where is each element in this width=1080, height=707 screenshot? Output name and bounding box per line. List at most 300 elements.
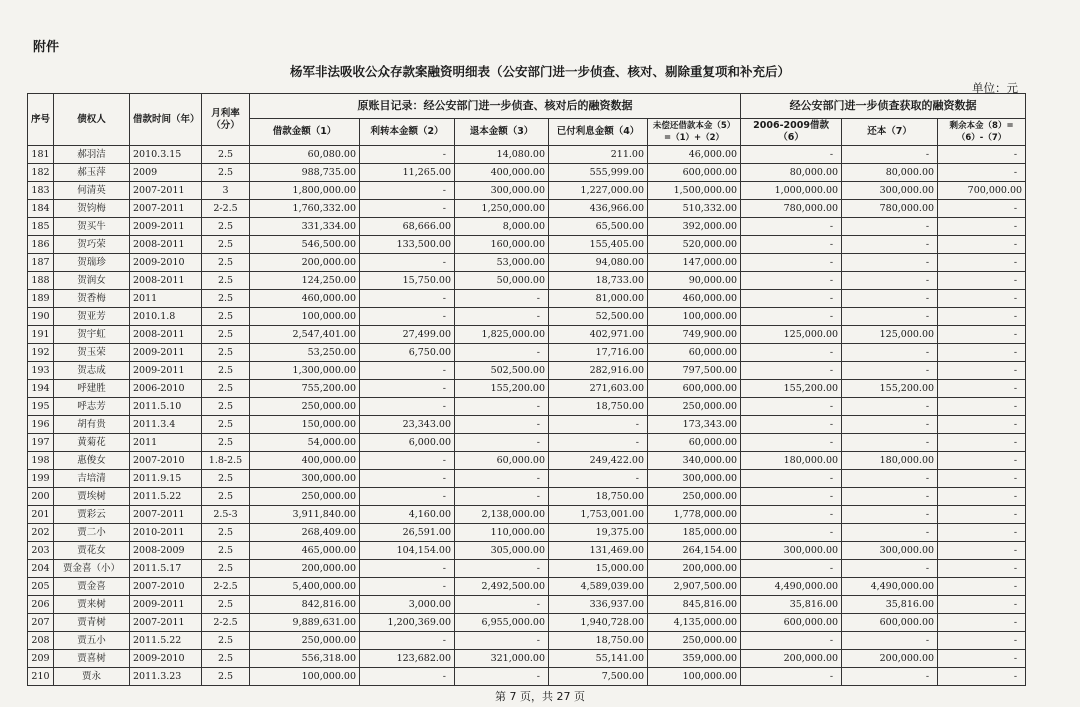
cell-unpaid-principal: 600,000.00 <box>648 164 741 182</box>
cell-loan-time: 2011 <box>130 290 202 308</box>
cell-creditor: 郝玉萍 <box>54 164 130 182</box>
cell-loan-time: 2010.1.8 <box>130 308 202 326</box>
cell-refunded-principal: 8,000.00 <box>455 218 549 236</box>
cell-seq: 185 <box>28 218 54 236</box>
cell-paid-interest: 1,227,000.00 <box>549 182 648 200</box>
cell-creditor: 贺亚芳 <box>54 308 130 326</box>
cell-unpaid-principal: 340,000.00 <box>648 452 741 470</box>
cell-paid-interest: 249,422.00 <box>549 452 648 470</box>
cell-refunded-principal: 110,000.00 <box>455 524 549 542</box>
cell-loan-amount: 546,500.00 <box>250 236 360 254</box>
cell-remaining: - <box>938 614 1026 632</box>
cell-remaining: - <box>938 524 1026 542</box>
cell-repaid: 600,000.00 <box>842 614 938 632</box>
cell-repaid: 180,000.00 <box>842 452 938 470</box>
cell-loan-amount: 1,300,000.00 <box>250 362 360 380</box>
cell-paid-interest: 52,500.00 <box>549 308 648 326</box>
cell-refunded-principal: - <box>455 416 549 434</box>
cell-repaid: - <box>842 398 938 416</box>
table-row <box>28 344 1026 362</box>
cell-unpaid-principal: 173,343.00 <box>648 416 741 434</box>
cell-repaid: 4,490,000.00 <box>842 578 938 596</box>
cell-loan-amount: 54,000.00 <box>250 434 360 452</box>
cell-unpaid-principal: 185,000.00 <box>648 524 741 542</box>
table-row <box>28 596 1026 614</box>
cell-loan-amount: 53,250.00 <box>250 344 360 362</box>
cell-loan-2006-2009: - <box>741 524 842 542</box>
cell-unpaid-principal: 250,000.00 <box>648 398 741 416</box>
cell-monthly-rate: 2-2.5 <box>202 614 250 632</box>
cell-seq: 191 <box>28 326 54 344</box>
header-refunded-principal: 退本金额（3） <box>455 119 549 146</box>
cell-creditor: 呼志芳 <box>54 398 130 416</box>
cell-seq: 209 <box>28 650 54 668</box>
cell-remaining: - <box>938 650 1026 668</box>
cell-seq: 188 <box>28 272 54 290</box>
cell-unpaid-principal: 2,907,500.00 <box>648 578 741 596</box>
cell-loan-amount: 100,000.00 <box>250 668 360 686</box>
cell-repaid: 80,000.00 <box>842 164 938 182</box>
cell-seq: 208 <box>28 632 54 650</box>
cell-paid-interest: 15,000.00 <box>549 560 648 578</box>
cell-seq: 181 <box>28 146 54 164</box>
cell-loan-amount: 3,911,840.00 <box>250 506 360 524</box>
cell-loan-amount: 200,000.00 <box>250 560 360 578</box>
unit-label: 单位：元 <box>972 81 1018 95</box>
cell-creditor: 郝羽洁 <box>54 146 130 164</box>
cell-interest-to-principal: - <box>360 488 455 506</box>
header-unpaid-principal: 未偿还借款本金（5）=（1）+（2） <box>648 119 741 146</box>
cell-monthly-rate: 2.5 <box>202 218 250 236</box>
cell-loan-2006-2009: - <box>741 344 842 362</box>
cell-refunded-principal: - <box>455 632 549 650</box>
cell-unpaid-principal: 200,000.00 <box>648 560 741 578</box>
cell-paid-interest: 436,966.00 <box>549 200 648 218</box>
cell-paid-interest: 7,500.00 <box>549 668 648 686</box>
cell-loan-amount: 460,000.00 <box>250 290 360 308</box>
cell-loan-amount: 100,000.00 <box>250 308 360 326</box>
cell-unpaid-principal: 147,000.00 <box>648 254 741 272</box>
cell-unpaid-principal: 749,900.00 <box>648 326 741 344</box>
cell-interest-to-principal: 27,499.00 <box>360 326 455 344</box>
cell-loan-2006-2009: 80,000.00 <box>741 164 842 182</box>
cell-interest-to-principal: - <box>360 290 455 308</box>
cell-repaid: - <box>842 524 938 542</box>
cell-loan-2006-2009: - <box>741 668 842 686</box>
cell-seq: 184 <box>28 200 54 218</box>
cell-loan-2006-2009: - <box>741 398 842 416</box>
cell-refunded-principal: - <box>455 560 549 578</box>
cell-seq: 199 <box>28 470 54 488</box>
cell-remaining: - <box>938 578 1026 596</box>
cell-creditor: 贺瑞珍 <box>54 254 130 272</box>
cell-remaining: 700,000.00 <box>938 182 1026 200</box>
cell-repaid: - <box>842 488 938 506</box>
cell-interest-to-principal: 104,154.00 <box>360 542 455 560</box>
financing-table <box>27 93 1026 686</box>
cell-interest-to-principal: - <box>360 362 455 380</box>
cell-paid-interest: 155,405.00 <box>549 236 648 254</box>
cell-loan-time: 2007-2011 <box>130 200 202 218</box>
cell-remaining: - <box>938 200 1026 218</box>
table-row <box>28 254 1026 272</box>
cell-loan-time: 2011.5.17 <box>130 560 202 578</box>
cell-unpaid-principal: 1,778,000.00 <box>648 506 741 524</box>
cell-loan-time: 2009-2011 <box>130 362 202 380</box>
cell-unpaid-principal: 264,154.00 <box>648 542 741 560</box>
cell-loan-time: 2010.3.15 <box>130 146 202 164</box>
cell-monthly-rate: 2.5 <box>202 668 250 686</box>
table-row <box>28 326 1026 344</box>
cell-monthly-rate: 2.5 <box>202 632 250 650</box>
cell-creditor: 贺巧荣 <box>54 236 130 254</box>
cell-monthly-rate: 2.5 <box>202 362 250 380</box>
cell-creditor: 贾喜树 <box>54 650 130 668</box>
cell-remaining: - <box>938 236 1026 254</box>
cell-unpaid-principal: 510,332.00 <box>648 200 741 218</box>
cell-seq: 201 <box>28 506 54 524</box>
cell-monthly-rate: 2.5 <box>202 254 250 272</box>
cell-paid-interest: - <box>549 434 648 452</box>
cell-loan-amount: 1,800,000.00 <box>250 182 360 200</box>
cell-repaid: - <box>842 218 938 236</box>
table-row <box>28 578 1026 596</box>
cell-loan-time: 2011.3.23 <box>130 668 202 686</box>
cell-loan-time: 2011.9.15 <box>130 470 202 488</box>
cell-refunded-principal: - <box>455 434 549 452</box>
cell-remaining: - <box>938 398 1026 416</box>
cell-seq: 193 <box>28 362 54 380</box>
cell-remaining: - <box>938 434 1026 452</box>
cell-loan-time: 2007-2011 <box>130 506 202 524</box>
cell-monthly-rate: 2.5 <box>202 434 250 452</box>
cell-loan-2006-2009: - <box>741 434 842 452</box>
cell-remaining: - <box>938 146 1026 164</box>
cell-seq: 187 <box>28 254 54 272</box>
cell-loan-amount: 988,735.00 <box>250 164 360 182</box>
header-loan-time: 借款时间（年） <box>130 94 202 146</box>
table-row <box>28 272 1026 290</box>
cell-monthly-rate: 2.5 <box>202 326 250 344</box>
cell-monthly-rate: 2.5 <box>202 560 250 578</box>
cell-refunded-principal: 502,500.00 <box>455 362 549 380</box>
cell-loan-amount: 60,080.00 <box>250 146 360 164</box>
table-row <box>28 506 1026 524</box>
cell-monthly-rate: 2-2.5 <box>202 578 250 596</box>
header-interest-to-principal: 利转本金额（2） <box>360 119 455 146</box>
cell-repaid: 155,200.00 <box>842 380 938 398</box>
cell-unpaid-principal: 600,000.00 <box>648 380 741 398</box>
cell-remaining: - <box>938 164 1026 182</box>
cell-refunded-principal: 6,955,000.00 <box>455 614 549 632</box>
cell-interest-to-principal: - <box>360 398 455 416</box>
table-row <box>28 380 1026 398</box>
cell-refunded-principal: 1,250,000.00 <box>455 200 549 218</box>
cell-paid-interest: 402,971.00 <box>549 326 648 344</box>
table-body <box>28 146 1026 686</box>
cell-paid-interest: 282,916.00 <box>549 362 648 380</box>
cell-repaid: - <box>842 344 938 362</box>
cell-interest-to-principal: - <box>360 182 455 200</box>
cell-remaining: - <box>938 416 1026 434</box>
cell-remaining: - <box>938 668 1026 686</box>
cell-creditor: 贺润女 <box>54 272 130 290</box>
cell-creditor: 吉培清 <box>54 470 130 488</box>
cell-paid-interest: 18,750.00 <box>549 398 648 416</box>
cell-interest-to-principal: 11,265.00 <box>360 164 455 182</box>
header-paid-interest: 已付利息金额（4） <box>549 119 648 146</box>
cell-creditor: 贾来树 <box>54 596 130 614</box>
table-row <box>28 308 1026 326</box>
cell-remaining: - <box>938 632 1026 650</box>
cell-loan-2006-2009: - <box>741 362 842 380</box>
cell-loan-2006-2009: - <box>741 560 842 578</box>
header-loan-amount: 借款金额（1） <box>250 119 360 146</box>
cell-remaining: - <box>938 506 1026 524</box>
cell-loan-amount: 200,000.00 <box>250 254 360 272</box>
cell-repaid: - <box>842 146 938 164</box>
cell-creditor: 贺买牛 <box>54 218 130 236</box>
header-group-original: 原账目记录：经公安部门进一步侦查、核对后的融资数据 <box>250 94 741 119</box>
cell-loan-amount: 9,889,631.00 <box>250 614 360 632</box>
cell-seq: 183 <box>28 182 54 200</box>
cell-monthly-rate: 2.5 <box>202 488 250 506</box>
header-group-police: 经公安部门进一步侦查获取的融资数据 <box>741 94 1026 119</box>
cell-refunded-principal: 300,000.00 <box>455 182 549 200</box>
cell-loan-2006-2009: 300,000.00 <box>741 542 842 560</box>
cell-loan-time: 2007-2011 <box>130 182 202 200</box>
cell-interest-to-principal: 26,591.00 <box>360 524 455 542</box>
cell-paid-interest: 55,141.00 <box>549 650 648 668</box>
cell-repaid: - <box>842 254 938 272</box>
cell-seq: 189 <box>28 290 54 308</box>
cell-repaid: - <box>842 272 938 290</box>
cell-loan-amount: 2,547,401.00 <box>250 326 360 344</box>
cell-refunded-principal: 1,825,000.00 <box>455 326 549 344</box>
cell-interest-to-principal: - <box>360 200 455 218</box>
cell-loan-amount: 400,000.00 <box>250 452 360 470</box>
table-row <box>28 362 1026 380</box>
cell-interest-to-principal: - <box>360 560 455 578</box>
cell-loan-2006-2009: 180,000.00 <box>741 452 842 470</box>
cell-unpaid-principal: 392,000.00 <box>648 218 741 236</box>
cell-loan-time: 2011.5.10 <box>130 398 202 416</box>
cell-monthly-rate: 2.5 <box>202 524 250 542</box>
cell-repaid: - <box>842 290 938 308</box>
cell-monthly-rate: 2.5 <box>202 146 250 164</box>
cell-seq: 196 <box>28 416 54 434</box>
cell-remaining: - <box>938 254 1026 272</box>
cell-interest-to-principal: 68,666.00 <box>360 218 455 236</box>
cell-creditor: 黄菊花 <box>54 434 130 452</box>
cell-refunded-principal: - <box>455 344 549 362</box>
cell-paid-interest: 65,500.00 <box>549 218 648 236</box>
table-row <box>28 416 1026 434</box>
cell-seq: 200 <box>28 488 54 506</box>
cell-loan-2006-2009: 600,000.00 <box>741 614 842 632</box>
header-repaid: 还本（7） <box>842 119 938 146</box>
cell-interest-to-principal: 6,750.00 <box>360 344 455 362</box>
cell-repaid: - <box>842 506 938 524</box>
table-row <box>28 146 1026 164</box>
cell-loan-amount: 250,000.00 <box>250 632 360 650</box>
cell-remaining: - <box>938 452 1026 470</box>
cell-interest-to-principal: 15,750.00 <box>360 272 455 290</box>
cell-unpaid-principal: 300,000.00 <box>648 470 741 488</box>
cell-paid-interest: 94,080.00 <box>549 254 648 272</box>
table-row <box>28 200 1026 218</box>
cell-seq: 203 <box>28 542 54 560</box>
cell-monthly-rate: 1.8-2.5 <box>202 452 250 470</box>
table-row <box>28 218 1026 236</box>
table-row <box>28 434 1026 452</box>
cell-loan-amount: 250,000.00 <box>250 398 360 416</box>
cell-repaid: - <box>842 470 938 488</box>
cell-creditor: 何清英 <box>54 182 130 200</box>
cell-interest-to-principal: - <box>360 578 455 596</box>
cell-loan-amount: 150,000.00 <box>250 416 360 434</box>
cell-loan-2006-2009: - <box>741 272 842 290</box>
cell-creditor: 贺钧梅 <box>54 200 130 218</box>
attachment-label: 附件 <box>33 40 60 55</box>
cell-unpaid-principal: 100,000.00 <box>648 308 741 326</box>
cell-loan-2006-2009: 155,200.00 <box>741 380 842 398</box>
table-row <box>28 524 1026 542</box>
cell-paid-interest: - <box>549 470 648 488</box>
cell-unpaid-principal: 60,000.00 <box>648 434 741 452</box>
cell-paid-interest: 211.00 <box>549 146 648 164</box>
table-row <box>28 560 1026 578</box>
cell-paid-interest: 18,750.00 <box>549 632 648 650</box>
cell-refunded-principal: 50,000.00 <box>455 272 549 290</box>
cell-paid-interest: 336,937.00 <box>549 596 648 614</box>
table-row <box>28 650 1026 668</box>
cell-loan-time: 2007-2010 <box>130 452 202 470</box>
cell-refunded-principal: 14,080.00 <box>455 146 549 164</box>
cell-interest-to-principal: - <box>360 470 455 488</box>
cell-loan-amount: 755,200.00 <box>250 380 360 398</box>
cell-repaid: - <box>842 668 938 686</box>
cell-refunded-principal: 53,000.00 <box>455 254 549 272</box>
cell-interest-to-principal: - <box>360 254 455 272</box>
cell-loan-amount: 465,000.00 <box>250 542 360 560</box>
cell-repaid: - <box>842 560 938 578</box>
table-row <box>28 164 1026 182</box>
cell-seq: 206 <box>28 596 54 614</box>
cell-loan-amount: 1,760,332.00 <box>250 200 360 218</box>
cell-remaining: - <box>938 326 1026 344</box>
cell-repaid: - <box>842 362 938 380</box>
cell-monthly-rate: 2.5 <box>202 542 250 560</box>
cell-repaid: - <box>842 416 938 434</box>
cell-creditor: 呼建胜 <box>54 380 130 398</box>
cell-interest-to-principal: 4,160.00 <box>360 506 455 524</box>
cell-seq: 195 <box>28 398 54 416</box>
table-row <box>28 236 1026 254</box>
header-monthly-rate: 月利率（分） <box>202 94 250 146</box>
cell-unpaid-principal: 90,000.00 <box>648 272 741 290</box>
cell-paid-interest: 18,733.00 <box>549 272 648 290</box>
cell-refunded-principal: 155,200.00 <box>455 380 549 398</box>
cell-loan-2006-2009: - <box>741 416 842 434</box>
cell-refunded-principal: - <box>455 308 549 326</box>
cell-remaining: - <box>938 560 1026 578</box>
cell-loan-time: 2007-2011 <box>130 614 202 632</box>
cell-remaining: - <box>938 308 1026 326</box>
cell-loan-2006-2009: 35,816.00 <box>741 596 842 614</box>
cell-loan-2006-2009: 200,000.00 <box>741 650 842 668</box>
cell-repaid: - <box>842 236 938 254</box>
cell-loan-time: 2009-2011 <box>130 596 202 614</box>
cell-paid-interest: 81,000.00 <box>549 290 648 308</box>
cell-seq: 207 <box>28 614 54 632</box>
cell-loan-2006-2009: - <box>741 290 842 308</box>
cell-loan-2006-2009: 1,000,000.00 <box>741 182 842 200</box>
cell-unpaid-principal: 520,000.00 <box>648 236 741 254</box>
cell-paid-interest: 131,469.00 <box>549 542 648 560</box>
cell-paid-interest: 555,999.00 <box>549 164 648 182</box>
table-row <box>28 632 1026 650</box>
cell-paid-interest: 18,750.00 <box>549 488 648 506</box>
cell-refunded-principal: - <box>455 290 549 308</box>
cell-creditor: 贺香梅 <box>54 290 130 308</box>
page-footer: 第 7 页，共 27 页 <box>495 690 585 703</box>
cell-loan-time: 2011.5.22 <box>130 488 202 506</box>
cell-loan-2006-2009: 125,000.00 <box>741 326 842 344</box>
cell-remaining: - <box>938 470 1026 488</box>
cell-unpaid-principal: 1,500,000.00 <box>648 182 741 200</box>
cell-refunded-principal: - <box>455 398 549 416</box>
cell-creditor: 贾金喜 <box>54 578 130 596</box>
cell-creditor: 贾永 <box>54 668 130 686</box>
cell-seq: 194 <box>28 380 54 398</box>
table-row <box>28 452 1026 470</box>
header-loan-2006-2009: 2006-2009借款（6） <box>741 119 842 146</box>
cell-creditor: 贾彩云 <box>54 506 130 524</box>
cell-seq: 202 <box>28 524 54 542</box>
cell-creditor: 惠俊女 <box>54 452 130 470</box>
cell-remaining: - <box>938 380 1026 398</box>
cell-monthly-rate: 2.5 <box>202 596 250 614</box>
cell-unpaid-principal: 250,000.00 <box>648 632 741 650</box>
cell-unpaid-principal: 797,500.00 <box>648 362 741 380</box>
cell-unpaid-principal: 100,000.00 <box>648 668 741 686</box>
cell-loan-time: 2009-2011 <box>130 218 202 236</box>
cell-loan-time: 2008-2009 <box>130 542 202 560</box>
cell-interest-to-principal: - <box>360 308 455 326</box>
cell-monthly-rate: 2.5 <box>202 470 250 488</box>
cell-monthly-rate: 2.5 <box>202 416 250 434</box>
cell-remaining: - <box>938 344 1026 362</box>
cell-creditor: 胡有贵 <box>54 416 130 434</box>
cell-unpaid-principal: 60,000.00 <box>648 344 741 362</box>
table-row <box>28 614 1026 632</box>
cell-seq: 186 <box>28 236 54 254</box>
cell-monthly-rate: 2.5 <box>202 236 250 254</box>
cell-loan-time: 2011.3.4 <box>130 416 202 434</box>
cell-creditor: 贺宇虹 <box>54 326 130 344</box>
cell-paid-interest: 271,603.00 <box>549 380 648 398</box>
cell-loan-2006-2009: - <box>741 470 842 488</box>
cell-refunded-principal: 305,000.00 <box>455 542 549 560</box>
cell-seq: 190 <box>28 308 54 326</box>
header-seq: 序号 <box>28 94 54 146</box>
cell-monthly-rate: 2.5-3 <box>202 506 250 524</box>
cell-loan-amount: 842,816.00 <box>250 596 360 614</box>
cell-loan-amount: 556,318.00 <box>250 650 360 668</box>
cell-monthly-rate: 2.5 <box>202 380 250 398</box>
cell-loan-2006-2009: - <box>741 308 842 326</box>
